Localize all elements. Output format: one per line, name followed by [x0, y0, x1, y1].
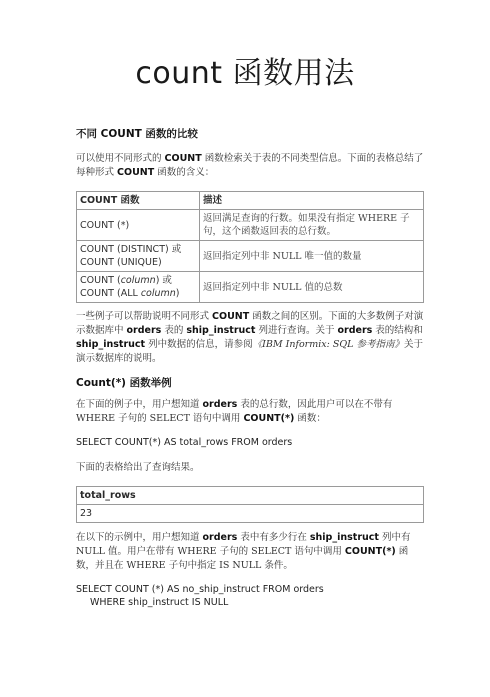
- text-run: 表中有多少行在: [237, 532, 310, 543]
- text-run: 列中有 NULL 值。用户在带有 WHERE 子句的 SELECT 语句中调用: [76, 532, 411, 557]
- italic-text: column: [140, 288, 176, 299]
- keyword: orders: [202, 532, 238, 543]
- result-table: [76, 486, 424, 523]
- keyword: COUNT: [117, 167, 155, 178]
- text-run: ) 或 COUNT (ALL: [80, 275, 172, 299]
- text-run: 函数的含义：: [154, 167, 215, 178]
- heading-text: 函数举例: [125, 377, 172, 389]
- table-header-cell: [77, 192, 200, 210]
- heading-text: 函数的比较: [141, 128, 198, 140]
- sql-query-null-line1: SELECT COUNT (*) AS no_ship_instruct FROM orders: [76, 584, 324, 595]
- text-run: 关于演示数据库的说明。: [76, 339, 423, 364]
- table-cell-form: COUNT (*): [77, 210, 200, 241]
- text-run: 表的结构和: [372, 325, 423, 336]
- keyword: COUNT(*): [344, 546, 396, 557]
- text-run: ): [175, 288, 180, 299]
- table-cell-form: COUNT (DISTINCT) 或 COUNT (UNIQUE): [77, 241, 200, 272]
- examples-intro-paragraph: [76, 310, 426, 366]
- keyword: ship_instruct: [309, 532, 379, 543]
- section-heading-count-comparison: [76, 126, 198, 141]
- sql-query-null-line2: WHERE ship_instruct IS NULL: [90, 597, 229, 608]
- keyword: ship_instruct: [76, 339, 146, 350]
- page-title: count 函数用法: [135, 56, 355, 91]
- text-run: 列进行查询。关于: [255, 325, 338, 336]
- table-header-cell: 描述: [200, 192, 424, 210]
- keyword: orders: [202, 399, 238, 410]
- keyword: ship_instruct: [186, 325, 256, 336]
- text-run: 可以使用不同形式的: [76, 153, 165, 164]
- table-cell-desc: 返回指定列中非 NULL 值的总数: [200, 272, 424, 303]
- text-run: 表的总行数，因此用户可以在不带有 WHERE 子句的 SELECT 语句中调用: [76, 399, 393, 424]
- table-row: [77, 210, 424, 241]
- count-star-paragraph: [76, 398, 426, 426]
- table-row: [77, 505, 424, 523]
- table-header-row: [77, 487, 424, 505]
- heading-text: 不同: [76, 128, 101, 140]
- keyword: COUNT: [164, 153, 202, 164]
- section-heading-count-star: [76, 375, 172, 390]
- table-cell-desc: 返回满足查询的行数。如果没有指定 WHERE 子句，这个函数返回表的总行数。: [200, 210, 424, 241]
- table-cell: 23: [77, 505, 424, 523]
- table-header-row: [77, 192, 424, 210]
- text-run: 一些例子可以帮助说明不同形式: [76, 311, 213, 322]
- text-run: 列中数据的信息，请参阅: [145, 339, 253, 350]
- text-run: COUNT (: [80, 275, 121, 286]
- text-run: 在以下的示例中，用户想知道: [76, 532, 203, 543]
- keyword: orders: [337, 325, 373, 336]
- text-run: 函数：: [294, 413, 326, 424]
- result-intro-text: 下面的表格给出了查询结果。: [76, 462, 200, 473]
- text-run: 函数检索关于表的不同类型信息。下面的表格总结了每种形式: [76, 153, 424, 178]
- table-header-cell: total_rows: [77, 487, 424, 505]
- intro-paragraph: [76, 152, 426, 180]
- keyword: COUNT: [212, 311, 250, 322]
- null-count-paragraph: [76, 531, 426, 573]
- header-keyword: COUNT: [80, 195, 118, 206]
- italic-text: column: [120, 275, 156, 286]
- count-forms-table: [76, 191, 424, 303]
- text-run: 函数之间的区别。下面的大多数例子对演示数据库中: [76, 311, 424, 336]
- table-cell-form: [77, 272, 200, 303]
- text-run: 函数，并且在 WHERE 子句中指定 IS NULL 条件。: [76, 546, 409, 571]
- table-row: [77, 272, 424, 303]
- sql-query-total-rows: SELECT COUNT(*) AS total_rows FROM orders: [76, 437, 293, 448]
- text-run: 在下面的例子中，用户想知道: [76, 399, 203, 410]
- keyword: orders: [126, 325, 162, 336]
- table-cell-desc: 返回指定列中非 NULL 唯一值的数量: [200, 241, 424, 272]
- keyword: COUNT(*): [243, 413, 295, 424]
- heading-keyword: COUNT: [100, 128, 142, 140]
- table-row: [77, 241, 424, 272]
- reference-title: 《IBM Informix: SQL 参考指南》: [252, 339, 404, 350]
- text-run: 表的: [161, 325, 187, 336]
- heading-keyword: Count(*): [76, 377, 126, 389]
- header-text: 函数: [117, 195, 140, 206]
